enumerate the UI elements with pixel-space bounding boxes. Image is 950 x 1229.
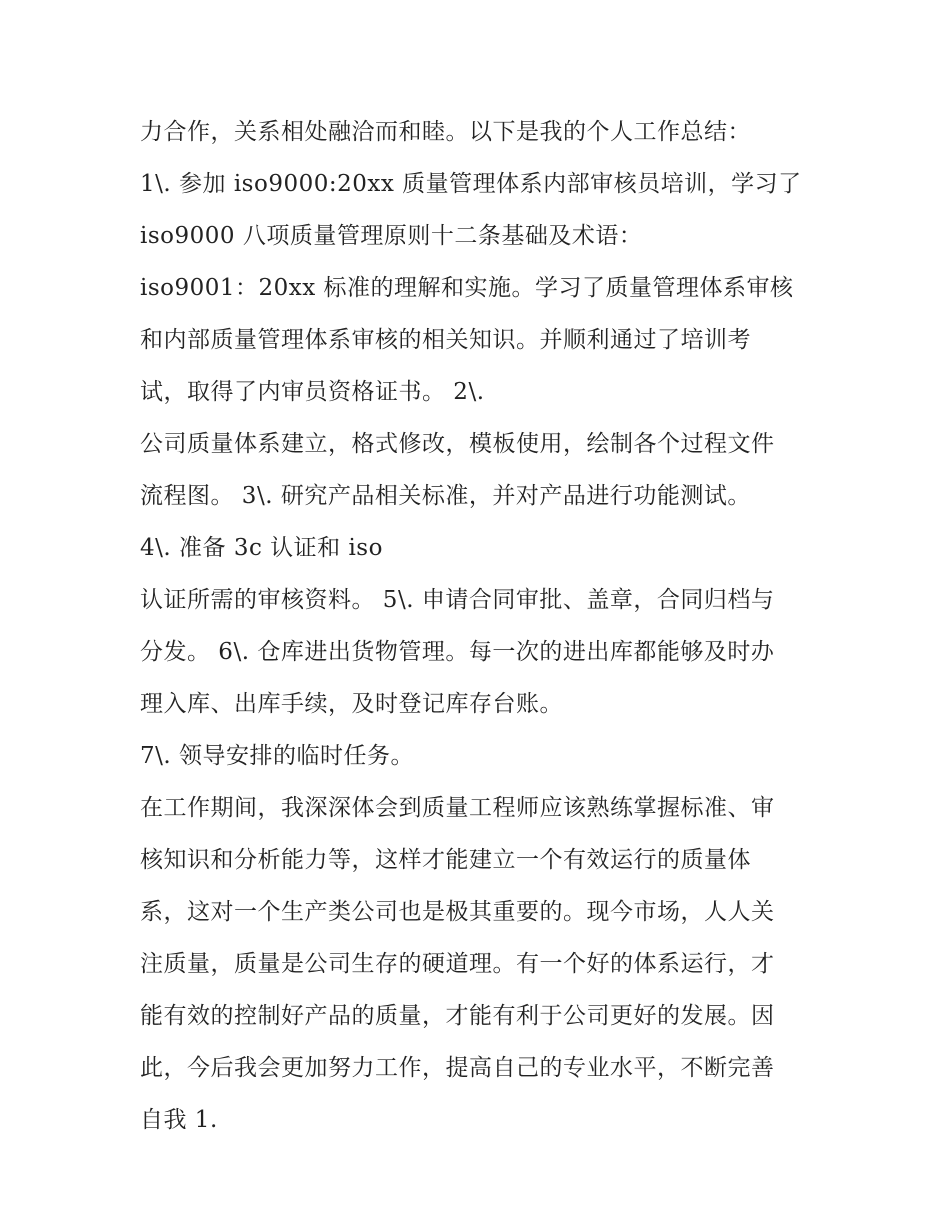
text-line-11: 分发。 6\. 仓库进出货物管理。每一次的进出库都能够及时办 <box>140 639 775 665</box>
text-line-3: iso9000 八项质量管理原则十二条基础及术语： <box>140 223 643 249</box>
text-line-17: 注质量，质量是公司生存的硬道理。有一个好的体系运行，才 <box>140 951 775 977</box>
text-line-5: 和内部质量管理体系审核的相关知识。并顺利通过了培训考 <box>140 327 751 353</box>
text-line-12: 理入库、出库手续，及时登记库存台账。 <box>140 691 563 717</box>
text-line-7: 公司质量体系建立，格式修改，模板使用，绘制各个过程文件 <box>140 431 775 457</box>
text-line-2: 1\. 参加 iso9000:20xx 质量管理体系内部审核员培训，学习了 <box>140 171 802 197</box>
text-line-8: 流程图。 3\. 研究产品相关标准，并对产品进行功能测试。 <box>140 483 751 509</box>
text-line-20: 自我 1. <box>140 1107 218 1133</box>
text-line-18: 能有效的控制好产品的质量，才能有利于公司更好的发展。因 <box>140 1003 775 1029</box>
text-line-10: 认证所需的审核资料。 5\. 申请合同审批、盖章，合同归档与 <box>140 587 775 613</box>
text-line-4: iso9001：20xx 标准的理解和实施。学习了质量管理体系审核 <box>140 275 794 301</box>
text-line-13: 7\. 领导安排的临时任务。 <box>140 743 415 769</box>
document-body <box>140 106 820 1146</box>
text-line-9: 4\. 准备 3c 认证和 iso <box>140 535 383 561</box>
text-line-6: 试，取得了内审员资格证书。 2\. <box>140 379 485 405</box>
text-line-14: 在工作期间，我深深体会到质量工程师应该熟练掌握标准、审 <box>140 795 775 821</box>
text-line-16: 系，这对一个生产类公司也是极其重要的。现今市场，人人关 <box>140 899 775 925</box>
text-line-1: 力合作，关系相处融洽而和睦。以下是我的个人工作总结： <box>140 119 751 145</box>
text-line-15: 核知识和分析能力等，这样才能建立一个有效运行的质量体 <box>140 847 751 873</box>
text-line-19: 此，今后我会更加努力工作，提高自己的专业水平，不断完善 <box>140 1055 775 1081</box>
